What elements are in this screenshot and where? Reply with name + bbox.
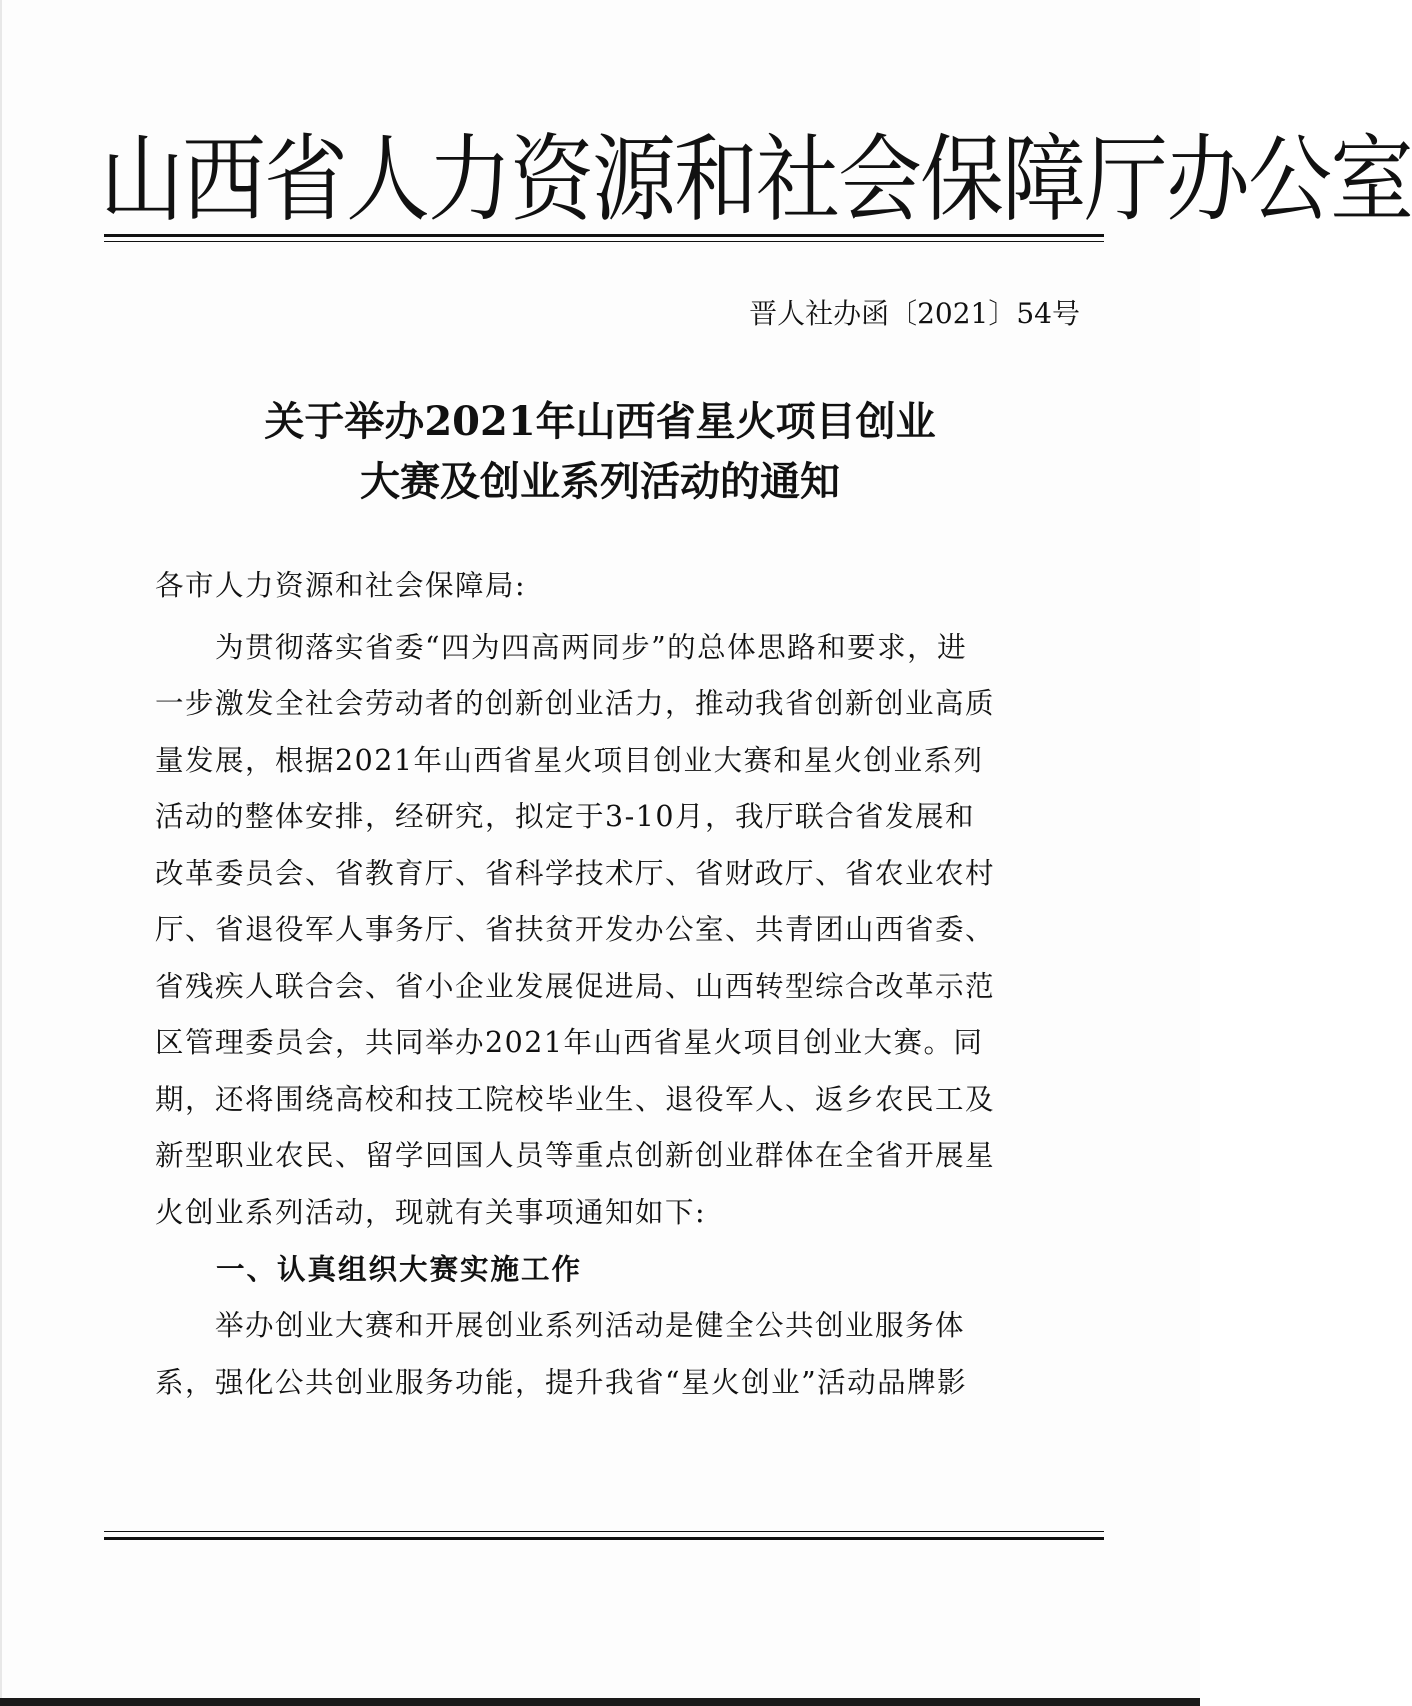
body-line: 系，强化公共创业服务功能，提升我省“星火创业”活动品牌影: [155, 1366, 968, 1399]
body-line: 一步激发全社会劳动者的创新创业活力，推动我省创新创业高质: [155, 687, 996, 720]
body-line: 新型职业农民、留学回国人员等重点创新创业群体在全省开展星: [155, 1139, 996, 1172]
body-line: 举办创业大赛和开展创业系列活动是健全公共创业服务体: [155, 1309, 966, 1342]
header-rule-thin: [104, 241, 1104, 242]
scan-edge-bottom: [0, 1698, 1200, 1706]
section-heading-1: 一、认真组织大赛实施工作: [155, 1253, 583, 1286]
body-line: 量发展，根据2021年山西省星火项目创业大赛和星火创业系列: [155, 744, 984, 777]
addressee: 各市人力资源和社会保障局:: [155, 569, 527, 602]
organization-header: 山西省人力资源和社会保障厅办公室: [100, 124, 1412, 235]
body-line: 期，还将围绕高校和技工院校毕业生、退役军人、返乡农民工及: [155, 1083, 996, 1116]
body-line: 改革委员会、省教育厅、省科学技术厅、省财政厅、省农业农村: [155, 857, 996, 890]
document-title-line-1: 关于举办2021年山西省星火项目创业: [264, 398, 936, 445]
header-rule-thick: [104, 234, 1104, 237]
document-number: 晋人社办函〔2021〕54号: [749, 297, 1080, 330]
scan-edge: [0, 0, 2, 1706]
body-line: 厅、省退役军人事务厅、省扶贫开发办公室、共青团山西省委、: [155, 913, 996, 946]
body-line: 区管理委员会，共同举办2021年山西省星火项目创业大赛。同: [155, 1026, 984, 1059]
document-title-line-2: 大赛及创业系列活动的通知: [360, 458, 840, 505]
footer-rule-thick: [104, 1537, 1104, 1540]
body-line: 活动的整体安排，经研究，拟定于3-10月，我厅联合省发展和: [155, 800, 976, 833]
body-line: 火创业系列活动，现就有关事项通知如下:: [155, 1196, 707, 1229]
footer-rule-thin: [104, 1531, 1104, 1532]
body-line: 省残疾人联合会、省小企业发展促进局、山西转型综合改革示范: [155, 970, 996, 1003]
body-line: 为贯彻落实省委“四为四高两同步”的总体思路和要求，进: [155, 631, 968, 664]
